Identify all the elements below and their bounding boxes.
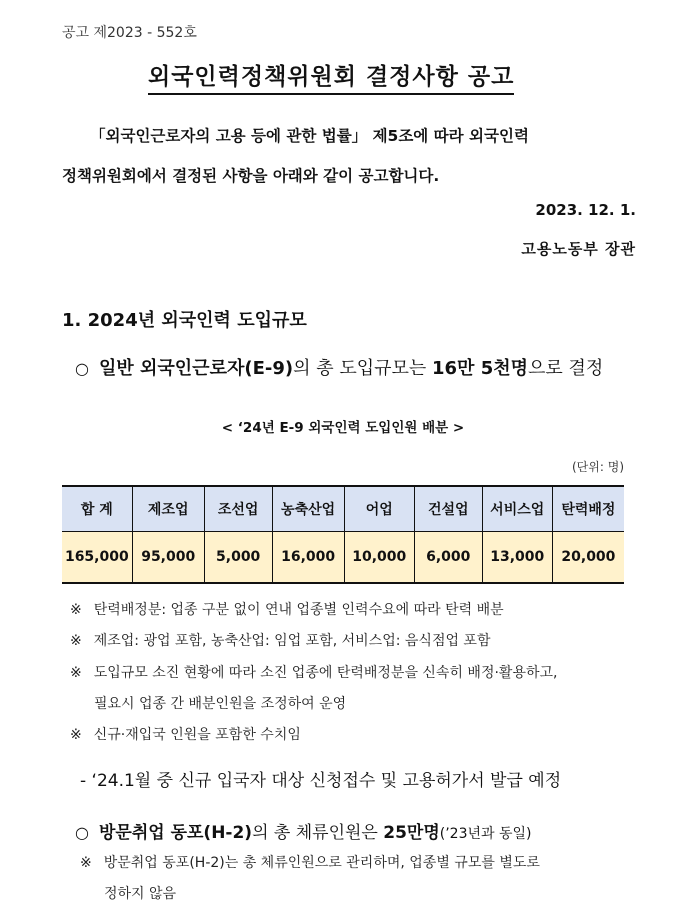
note-reallocation — [70, 662, 557, 682]
table-unit: (단위: 명) — [572, 460, 624, 474]
note-reallocation-continued: 필요시 업종 간 배분인원을 조정하여 운영 — [94, 696, 347, 712]
note-text: 방문취업 동포(H-2)는 총 체류인원으로 관리하며, 업종별 규모를 별도로 — [103, 855, 540, 871]
note-new-reentry — [70, 724, 301, 744]
table-header-cell: 조선업 — [204, 486, 272, 532]
table-header-cell: 서비스업 — [482, 486, 552, 532]
table-row — [62, 532, 624, 584]
bullet-h2-figure: 25만명 — [383, 823, 440, 843]
schedule-line: - ‘24.1월 중 신규 입국자 대상 신청접수 및 고용허가서 발급 예정 — [80, 771, 562, 791]
note-h2 — [80, 852, 540, 872]
note-text: 제조업: 광업 포함, 농축산업: 임업 포함, 서비스업: 음식점업 포함 — [93, 633, 491, 649]
bullet-e9 — [75, 354, 603, 380]
table-cell: 16,000 — [272, 532, 344, 584]
announcement-date: 2023. 12. 1. — [535, 201, 636, 219]
allocation-table — [62, 485, 624, 584]
document-number: 공고 제2023 - 552호 — [62, 25, 197, 41]
bullet-e9-subject: 일반 외국인근로자(E-9) — [98, 358, 294, 379]
note-text: 도입규모 소진 현황에 따라 소진 업종에 탄력배정분을 신속히 배정·활용하고, — [93, 665, 558, 681]
table-cell: 10,000 — [344, 532, 414, 584]
note-mark: ※ — [80, 855, 92, 871]
table-cell: 5,000 — [204, 532, 272, 584]
section-heading: 1. 2024년 외국인력 도입규모 — [62, 310, 307, 331]
signer: 고용노동부 장관 — [521, 240, 636, 258]
table-cell: 13,000 — [482, 532, 552, 584]
circle-bullet-icon: ○ — [75, 823, 89, 842]
note-text: 신규·재입국 인원을 포함한 수치임 — [93, 727, 301, 743]
table-header-cell: 제조업 — [132, 486, 204, 532]
bullet-e9-end: 으로 결정 — [528, 358, 604, 379]
intro-line-2: 정책위원회에서 결정된 사항을 아래와 같이 공고합니다. — [62, 167, 440, 185]
note-industry-scope — [70, 630, 491, 650]
circle-bullet-icon: ○ — [75, 359, 89, 378]
bullet-h2-end: (’23년과 동일) — [439, 826, 532, 842]
note-flexible-allocation — [70, 599, 504, 619]
note-mark: ※ — [70, 727, 82, 743]
bullet-h2 — [75, 818, 532, 843]
note-h2-continued: 정하지 않음 — [104, 886, 177, 902]
bullet-h2-subject: 방문취업 동포(H-2) — [98, 823, 253, 843]
table-caption: < ‘24년 E-9 외국인력 도입인원 배분 > — [221, 420, 465, 436]
bullet-h2-text: 의 총 체류인원은 — [252, 823, 384, 843]
table-header-cell: 어업 — [344, 486, 414, 532]
table-cell: 165,000 — [62, 532, 132, 584]
table-header-cell: 농축산업 — [272, 486, 344, 532]
note-mark: ※ — [70, 665, 82, 681]
table-header-cell: 합 계 — [62, 486, 132, 532]
intro-line-1: 「외국인근로자의 고용 등에 관한 법률」 제5조에 따라 외국인력 — [90, 127, 529, 145]
table-header-cell: 탄력배정 — [552, 486, 624, 532]
table-cell: 95,000 — [132, 532, 204, 584]
note-mark: ※ — [70, 633, 82, 649]
table-cell: 6,000 — [414, 532, 482, 584]
table-header-cell: 건설업 — [414, 486, 482, 532]
document-title: 외국인력정책위원회 결정사항 공고 — [148, 58, 514, 95]
note-mark: ※ — [70, 602, 82, 618]
table-cell: 20,000 — [552, 532, 624, 584]
bullet-e9-figure: 16만 5천명 — [431, 358, 528, 379]
table-header-row — [62, 486, 624, 532]
note-text: 탄력배정분: 업종 구분 없이 연내 업종별 인력수요에 따라 탄력 배분 — [93, 602, 504, 618]
bullet-e9-text: 의 총 도입규모는 — [293, 358, 432, 379]
